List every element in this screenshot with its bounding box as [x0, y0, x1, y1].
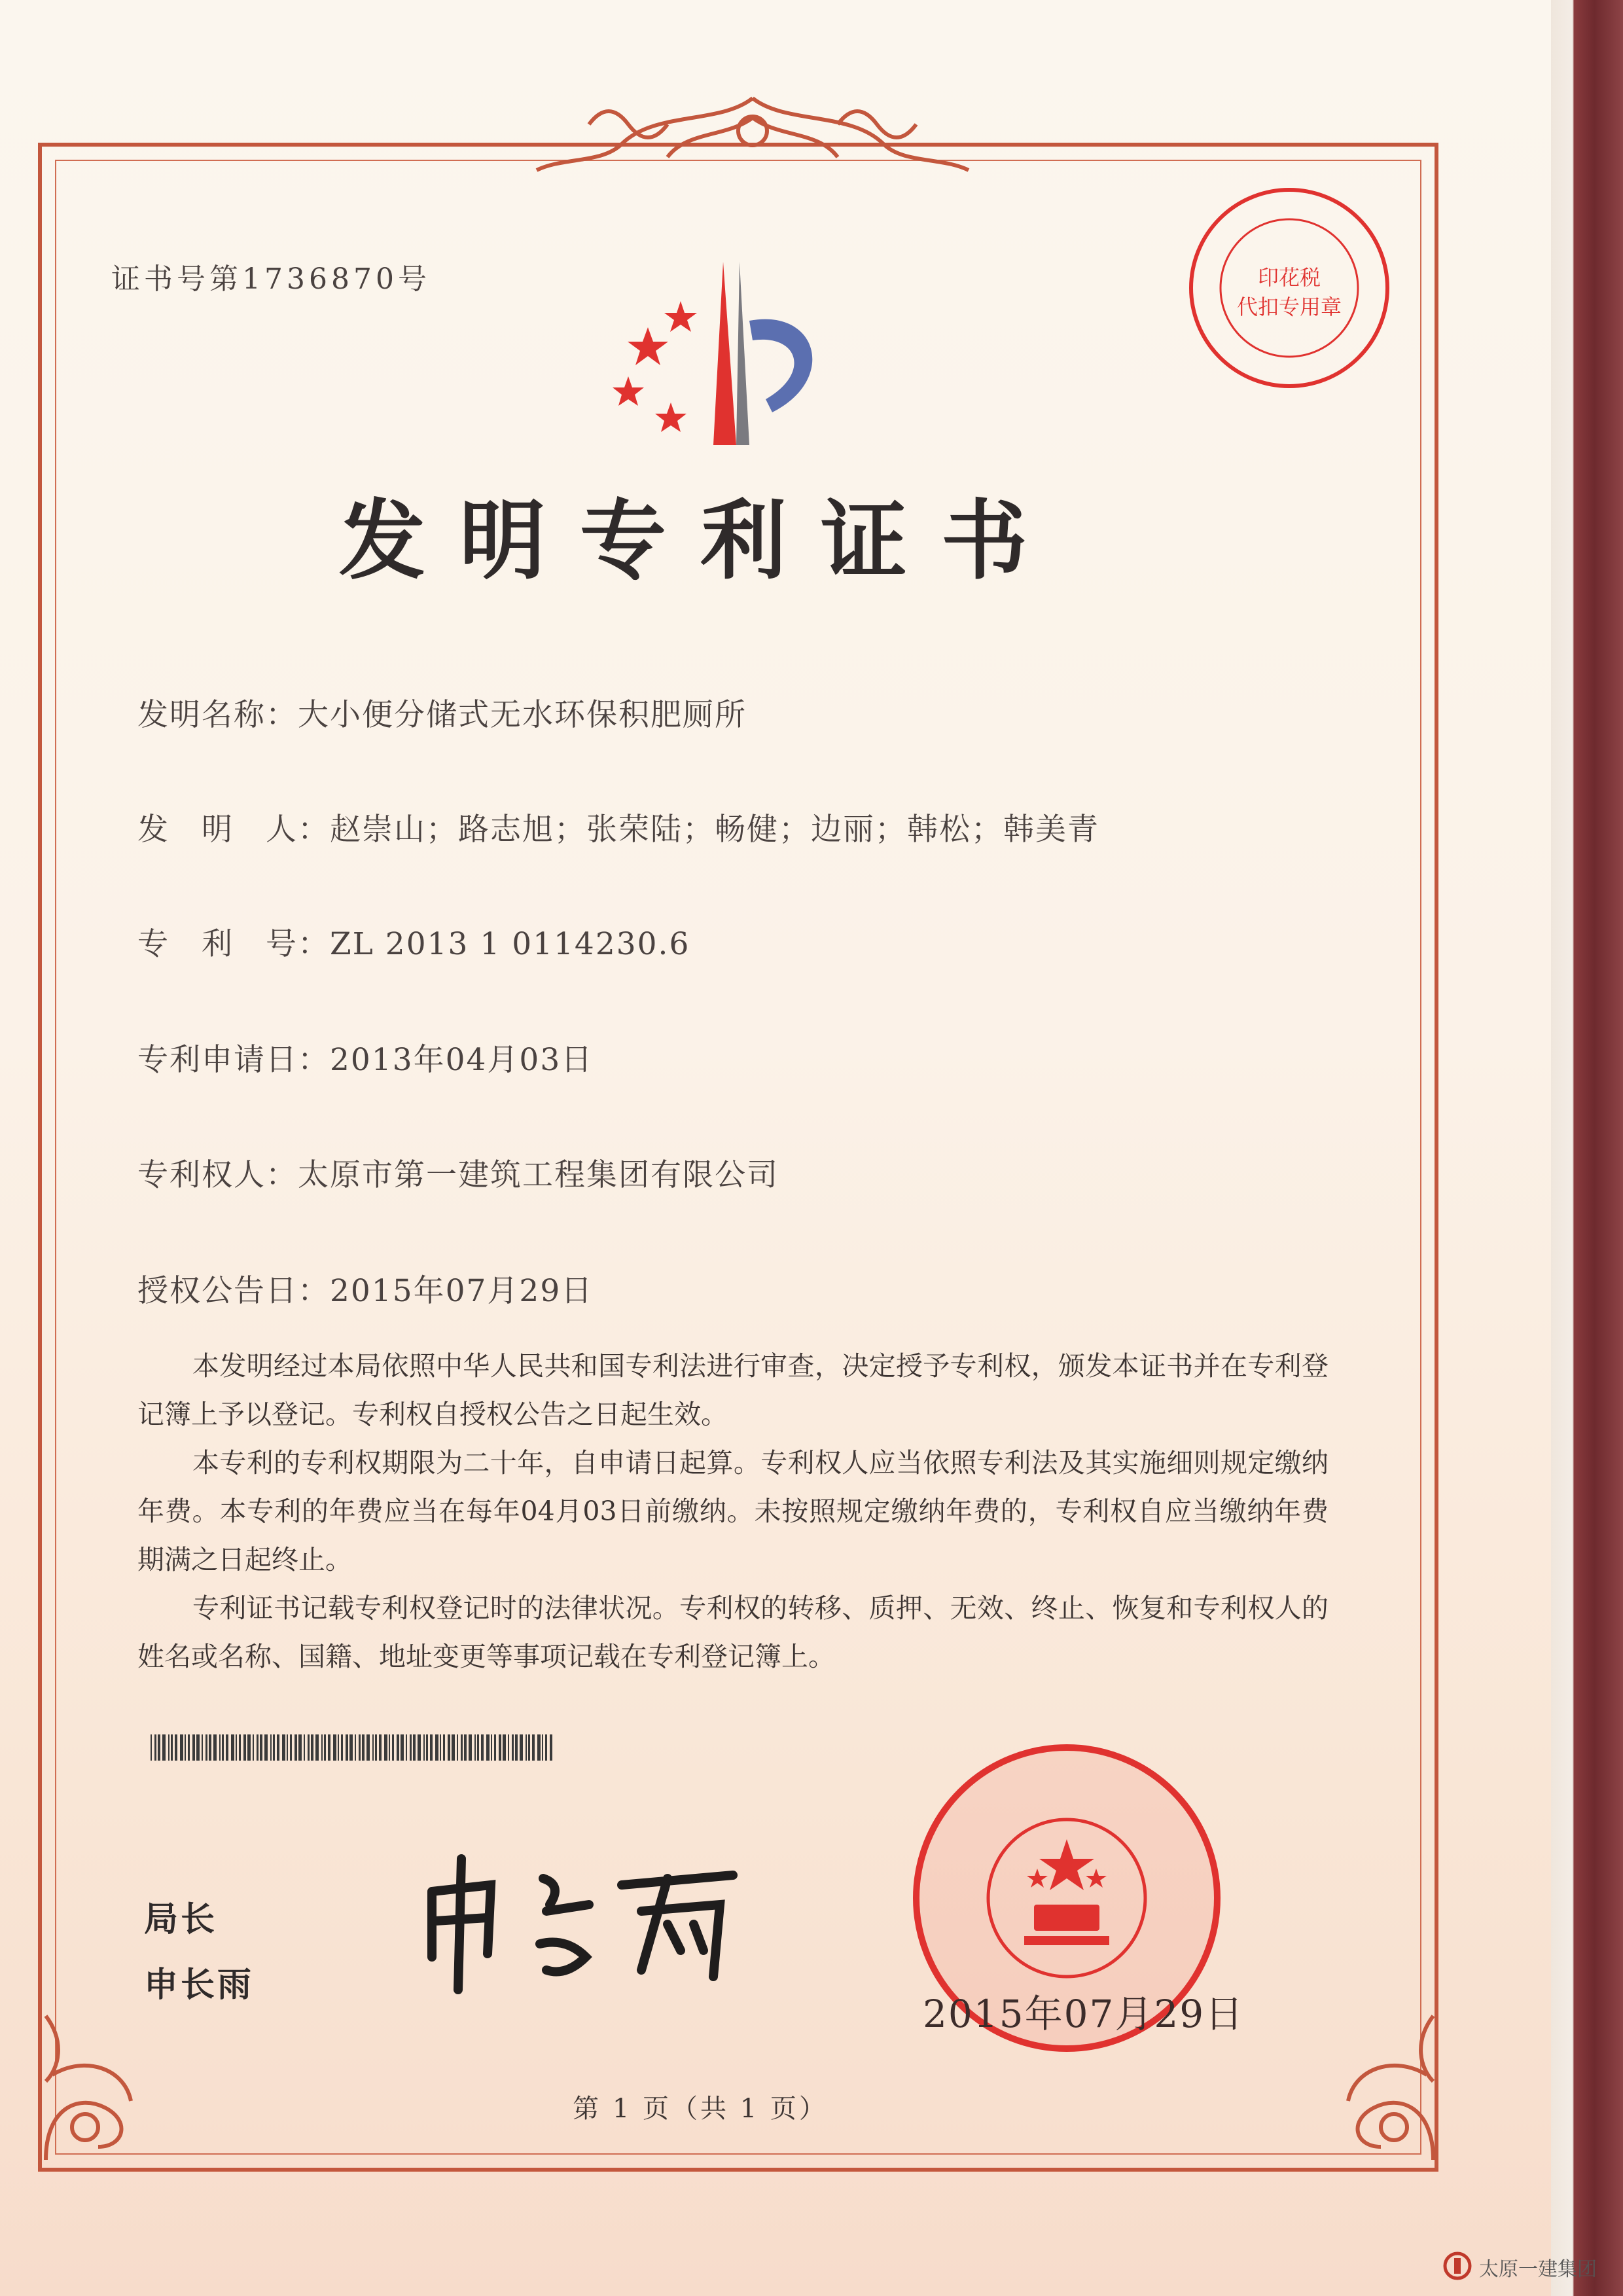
patent-number-row [137, 920, 690, 963]
body-paragraph-3: 专利证书记载专利权登记时的法律状况。专利权的转移、质押、无效、终止、恢复和专利权人的姓名或名称、国籍、地址变更等事项记载在专利登记簿上。 [137, 1592, 1329, 1672]
invention-name-label: 发明名称： [137, 697, 298, 733]
binding-spine [1551, 0, 1623, 2296]
inventors-label: 发 明 人： [137, 812, 330, 848]
invention-name-row [137, 691, 747, 734]
patent-office-emblem-icon [602, 249, 877, 458]
tax-stamp-line1: 印花税 [1257, 265, 1321, 290]
page-title: 发明专利证书 [339, 491, 1061, 592]
inventors-value: 赵崇山；路志旭；张荣陆；畅健；边丽；韩松；韩美青 [330, 812, 1099, 848]
grant-date-value: 2015年07月29日 [330, 1273, 594, 1309]
filing-date-value: 2013年04月03日 [330, 1042, 594, 1078]
body-paragraph-2: 本专利的专利权期限为二十年，自申请日起算。专利权人应当依照专利法及其实施细则规定缴纳年费。本专利的年费应当在每年04月03日前缴纳。未按照规定缴纳年费的，专利权自应当缴纳年费期满之日起终止。 [137, 1447, 1329, 1575]
barcode-icon [151, 1734, 556, 1761]
patent-number-value: ZL 2013 1 0114230.6 [330, 926, 690, 962]
patent-number-label: 专 利 号： [137, 926, 330, 962]
grant-date-label: 授权公告日： [137, 1273, 330, 1309]
corporate-logo-icon [1443, 2251, 1472, 2280]
patentee-label: 专利权人： [137, 1157, 298, 1193]
corporate-logo-text: 太原一建集团 [1479, 2258, 1597, 2281]
patentee-value: 太原市第一建筑工程集团有限公司 [298, 1157, 779, 1193]
handwritten-signature-icon [406, 1839, 772, 2009]
corner-ornament-icon [1283, 1977, 1453, 2173]
director-name: 申长雨 [144, 1965, 255, 2005]
grant-date-row [137, 1266, 593, 1310]
filing-date-label: 专利申请日： [137, 1042, 330, 1078]
certificate-number: 证书号第1736870号 [111, 262, 431, 296]
director-title: 局长 [144, 1900, 218, 1939]
body-paragraph-1: 本发明经过本局依照中华人民共和国专利法进行审查，决定授予专利权，颁发本证书并在专利登记簿上予以登记。专利权自授权公告之日起生效。 [137, 1350, 1329, 1430]
inventors-row [137, 805, 1099, 849]
corner-ornament-icon [26, 1977, 196, 2173]
tax-stamp-icon [1178, 177, 1400, 399]
invention-name-value: 大小便分储式无水环保积肥厕所 [298, 697, 747, 733]
seal-date: 2015年07月29日 [923, 1992, 1245, 2036]
top-ornament-icon [458, 85, 1047, 183]
page-number: 第 1 页（共 1 页） [573, 2094, 828, 2124]
filing-date-row [137, 1035, 593, 1079]
tax-stamp-line2: 代扣专用章 [1236, 295, 1342, 319]
patentee-row [137, 1151, 779, 1194]
